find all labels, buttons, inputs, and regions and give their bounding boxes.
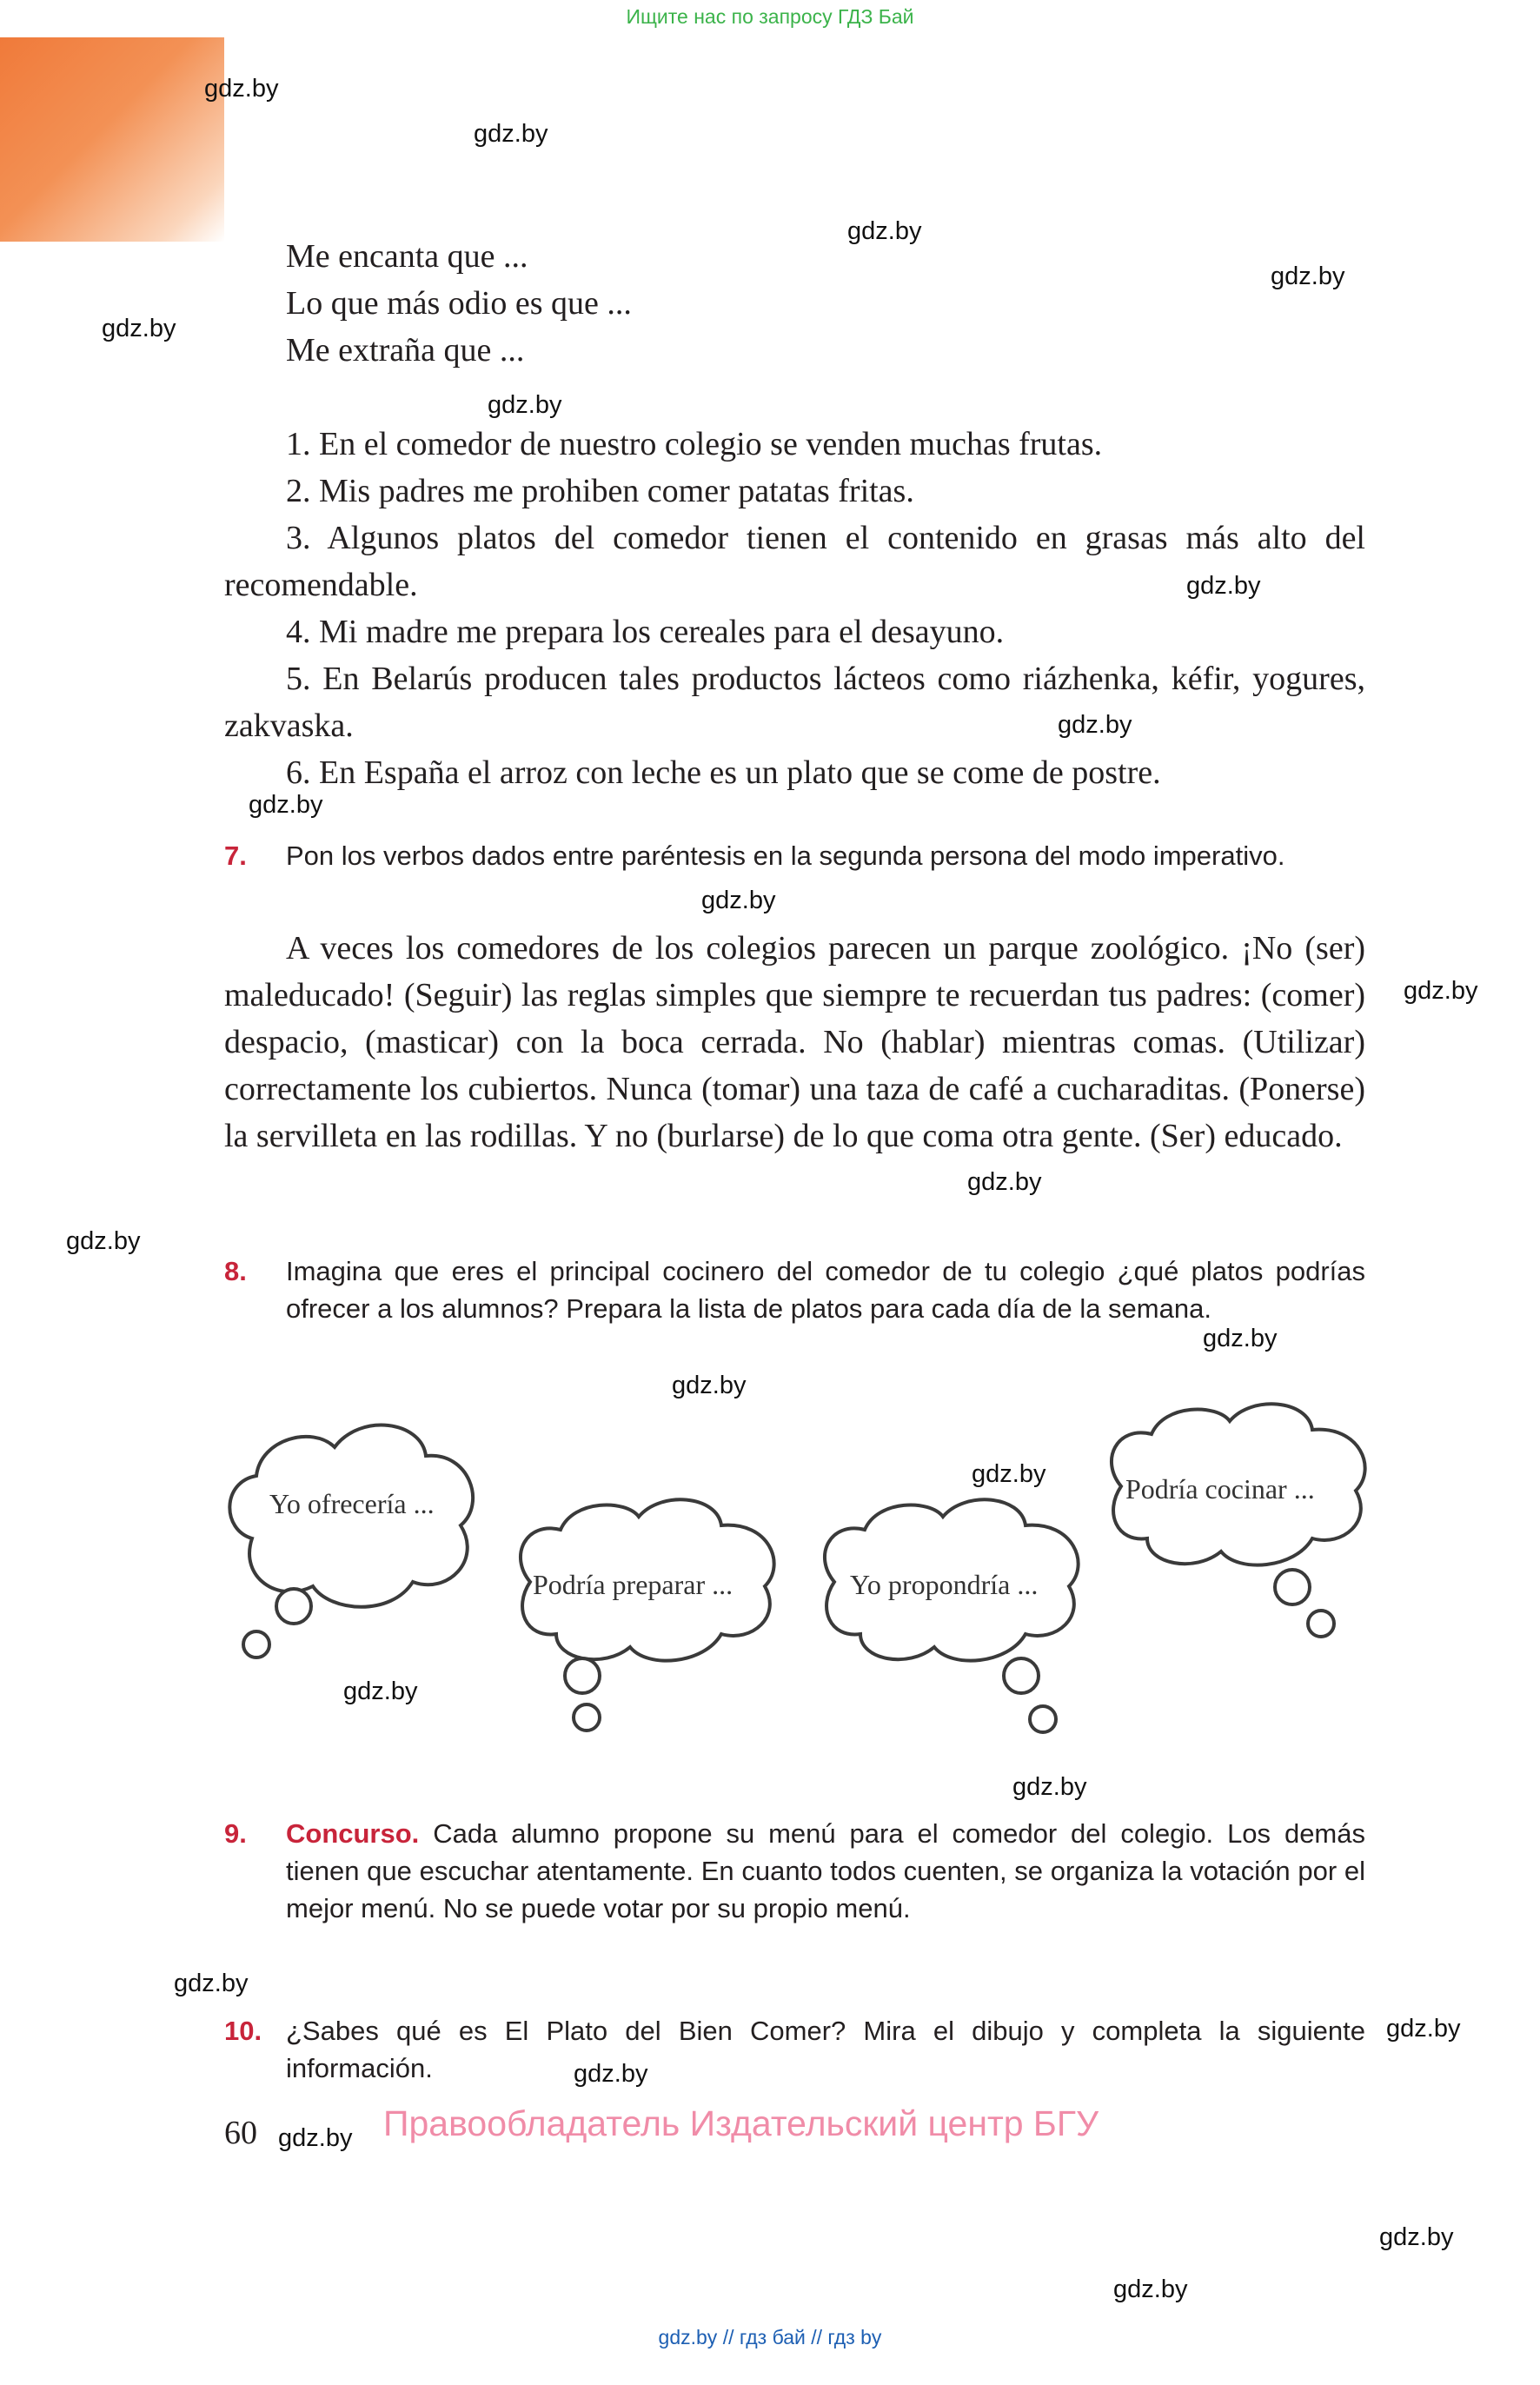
- statement: 4. Mi madre me prepara los cereales para el desayuno.: [286, 614, 1005, 650]
- task-10: [224, 2012, 1365, 2087]
- watermark: gdz.by: [701, 887, 776, 914]
- task-body: Cada alumno propone su menú para el comedor del colegio. Los demás tienen que escuchar atentamente. En cuanto todos cuenten, se organiza la votación por el mejor menú. No se puede votar por su propio menú.: [286, 1818, 1365, 1923]
- corner-decoration: [0, 37, 224, 242]
- starter-line: Me extraña que ...: [286, 332, 525, 369]
- watermark: gdz.by: [474, 120, 548, 148]
- watermark: gdz.by: [1058, 711, 1132, 739]
- watermark: gdz.by: [1379, 2223, 1454, 2251]
- task-number: 10.: [224, 2016, 262, 2046]
- task-9: [224, 1815, 1365, 1927]
- task-instruction: ¿Sabes qué es El Plato del Bien Comer? Mira el dibujo y completa la siguiente información.: [286, 2016, 1365, 2083]
- top-banner[interactable]: Ищите нас по запросу ГДЗ Бай: [626, 5, 914, 28]
- watermark: gdz.by: [1404, 977, 1478, 1005]
- cloud-text: Podría cocinar ...: [1125, 1473, 1315, 1505]
- task-7-text: [224, 925, 1365, 1159]
- watermark: gdz.by: [672, 1372, 747, 1399]
- cloud-text: Yo ofrecería ...: [269, 1488, 435, 1519]
- task-highlight: Concurso.: [286, 1818, 420, 1849]
- starter-line: Lo que más odio es que ...: [286, 285, 632, 322]
- task-8: [224, 1252, 1365, 1327]
- task-number: 8.: [224, 1256, 247, 1286]
- watermark: gdz.by: [1113, 2275, 1188, 2303]
- copyright-notice: Правообладатель Издательский центр БГУ: [383, 2103, 1099, 2143]
- cloud-text: Podría preparar ...: [533, 1569, 733, 1600]
- statement-list: [224, 421, 1365, 796]
- footer-links[interactable]: gdz.by // гдз бай // гдз by: [658, 2326, 882, 2348]
- statement: 2. Mis padres me prohiben comer patatas fritas.: [286, 473, 914, 509]
- task-number: 7.: [224, 840, 247, 871]
- task-instruction: Pon los verbos dados entre paréntesis en la segunda persona del modo imperativo.: [286, 840, 1285, 871]
- cloud-shape: [508, 1486, 787, 1764]
- watermark: gdz.by: [847, 217, 922, 245]
- thought-cloud: [813, 1486, 1091, 1764]
- task-7: [224, 837, 1365, 874]
- cloud-shape: [813, 1486, 1091, 1764]
- starter-line: Me encanta que ...: [286, 238, 528, 275]
- watermark: gdz.by: [967, 1168, 1042, 1196]
- watermark: gdz.by: [1386, 2015, 1461, 2043]
- statement: 3. Algunos platos del comedor tienen el contenido en grasas más alto del recomendable.: [224, 520, 1365, 603]
- task-instruction: [286, 1815, 1365, 1927]
- watermark: gdz.by: [1271, 262, 1345, 290]
- cloud-shape: [217, 1408, 495, 1686]
- watermark: gdz.by: [204, 75, 279, 103]
- watermark: gdz.by: [278, 2124, 353, 2152]
- watermark: gdz.by: [102, 315, 176, 342]
- watermark: gdz.by: [1012, 1773, 1087, 1801]
- exercise-text: A veces los comedores de los colegios parecen un parque zoológico. ¡No (ser) maleducado! (Seguir) las reglas simples que siempre te recuerdan tus padres: (comer) despacio, (masticar) con la boca cerrada. No (hablar) mientras comas. (Utilizar) correctamente los cubiertos. Nunca (tomar) una taza de café a cucharaditas. (Ponerse) la servilleta en las rodillas. Y no (burlarse) de lo que coma otra gente. (Ser) educado.: [224, 930, 1365, 1154]
- watermark: gdz.by: [488, 391, 562, 419]
- task-instruction: Imagina que eres el principal cocinero del comedor de tu colegio ¿qué platos podrías ofrecer a los alumnos? Prepara la lista de platos para cada día de la semana.: [286, 1256, 1365, 1324]
- thought-cloud: [217, 1408, 495, 1686]
- watermark: gdz.by: [343, 1677, 418, 1705]
- watermark: gdz.by: [249, 791, 323, 819]
- watermark: gdz.by: [972, 1460, 1046, 1488]
- watermark: gdz.by: [574, 2060, 648, 2088]
- watermark: gdz.by: [66, 1227, 141, 1255]
- cloud-text: Yo propondría ...: [850, 1569, 1039, 1600]
- watermark: gdz.by: [174, 1970, 249, 1997]
- cloud-shape: [1099, 1391, 1377, 1669]
- watermark: gdz.by: [1203, 1325, 1278, 1352]
- page-number: 60: [224, 2115, 257, 2151]
- thought-cloud: [508, 1486, 787, 1764]
- statement: 1. En el comedor de nuestro colegio se venden muchas frutas.: [286, 426, 1103, 462]
- thought-cloud: [1099, 1391, 1377, 1669]
- watermark: gdz.by: [1186, 572, 1261, 600]
- statement: 5. En Belarús producen tales productos lácteos como riázhenka, kéfir, yogures, zakvaska.: [224, 661, 1365, 744]
- task-number: 9.: [224, 1818, 247, 1849]
- statement: 6. En España el arroz con leche es un plato que se come de postre.: [286, 754, 1161, 791]
